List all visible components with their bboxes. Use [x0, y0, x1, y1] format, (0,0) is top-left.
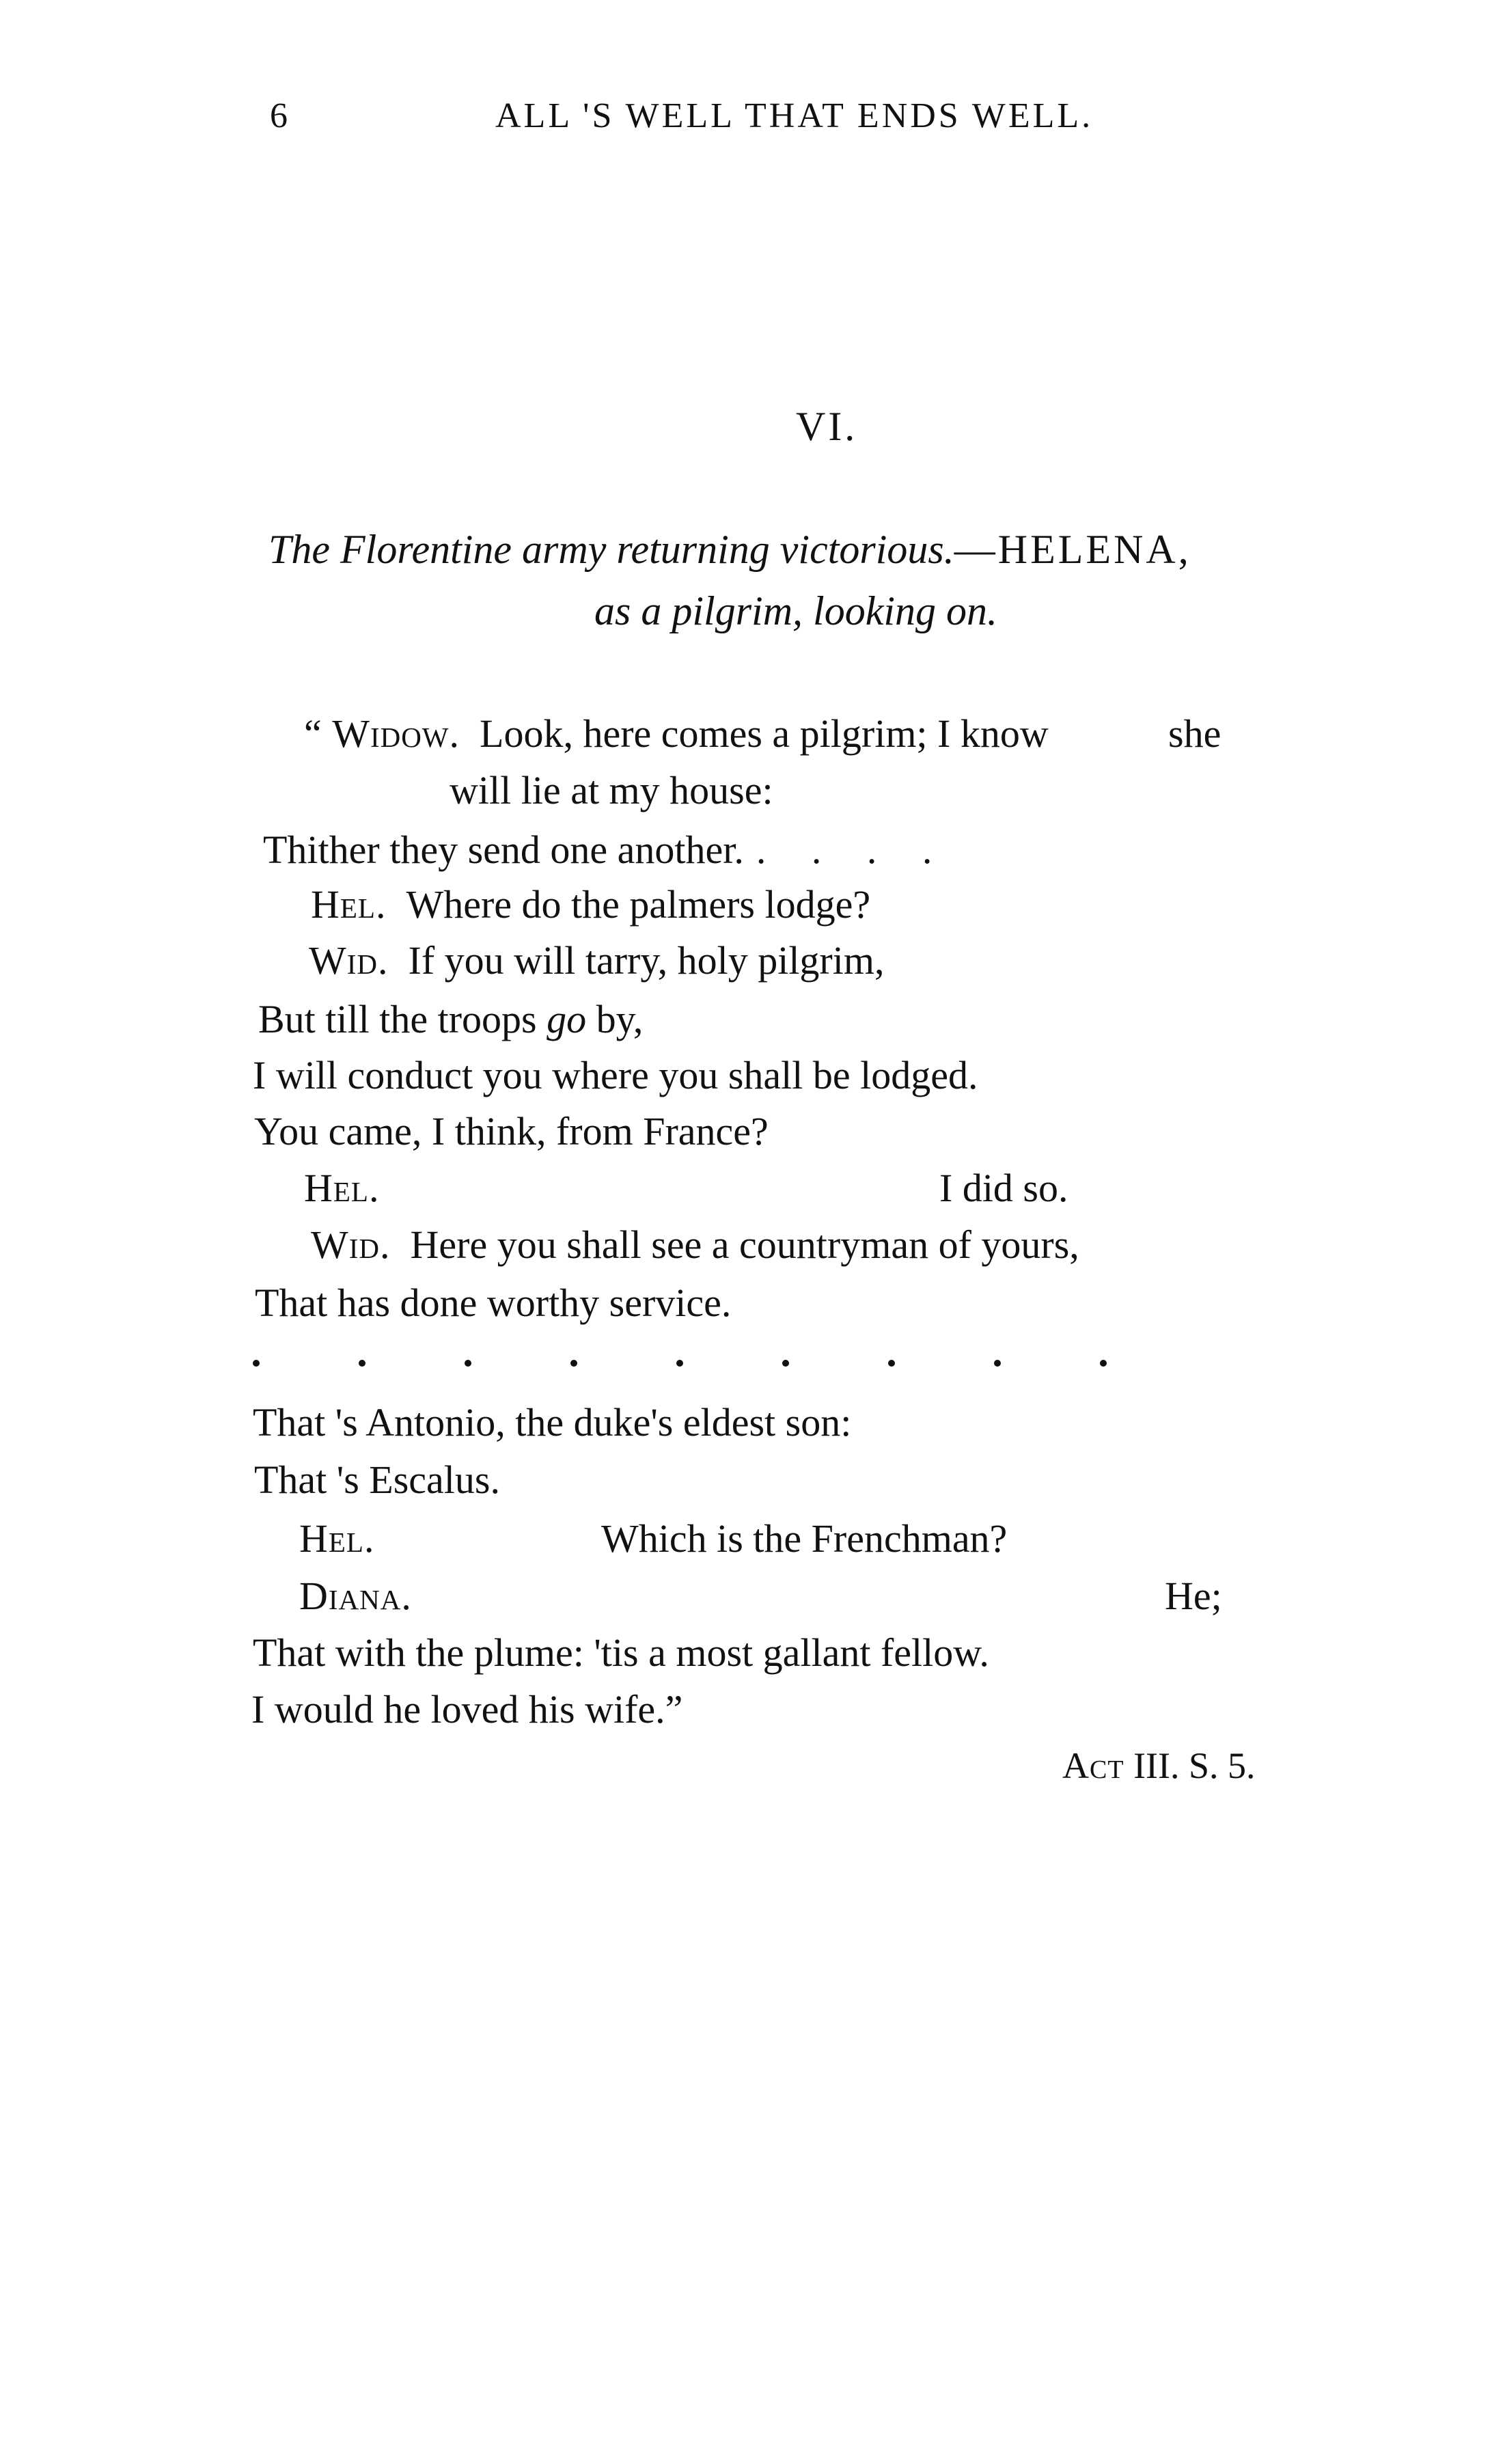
verse-line-11: That has done worthy service. — [255, 1281, 732, 1325]
speech-text: But till the troops — [258, 997, 547, 1041]
citation-act: Act — [1062, 1745, 1124, 1786]
omission-dot — [676, 1360, 683, 1367]
speaker-helena: Hel. — [299, 1516, 375, 1561]
omission-dot — [994, 1360, 1001, 1367]
verse-line-17: I would he loved his wife.” — [251, 1687, 683, 1731]
omission-row — [253, 1360, 1107, 1367]
speech-text: Here you shall see a countryman of yours, — [410, 1222, 1079, 1267]
omission-dot — [253, 1360, 260, 1367]
speech-text-end: she — [1168, 711, 1221, 756]
running-title: ALL 'S WELL THAT ENDS WELL. — [495, 96, 1094, 135]
caption-scene: The Florentine army returning victorious. — [268, 527, 954, 572]
speaker-widow: Wid. — [309, 938, 389, 983]
omission-dot — [359, 1360, 365, 1367]
act-scene-citation — [1062, 1744, 1256, 1787]
speaker-helena: Hel. — [311, 882, 387, 927]
emphasis-go: go — [547, 997, 587, 1041]
verse-line-7: I will conduct you where you shall be lodged. — [253, 1053, 978, 1097]
speech-text: If you will tarry, holy pilgrim, — [408, 938, 885, 983]
omission-dots: . . . . — [756, 827, 950, 872]
speaker-widow: Wid. — [311, 1222, 391, 1267]
verse-line-8: You came, I think, from France? — [254, 1109, 769, 1153]
verse-line-13: That 's Escalus. — [254, 1457, 500, 1502]
verse-line-14: Which is the Frenchman? — [601, 1516, 1008, 1561]
verse-line-6 — [258, 996, 643, 1042]
caption-line-2: as a pilgrim, looking on. — [594, 588, 998, 633]
section-number: VI. — [796, 404, 858, 449]
verse-line-12: That 's Antonio, the duke's eldest son: — [253, 1400, 852, 1445]
verse-line-9: I did so. — [939, 1166, 1068, 1210]
caption-character: —HELENA, — [954, 527, 1191, 572]
omission-dot — [465, 1360, 471, 1367]
verse-line-3 — [263, 827, 950, 873]
caption-line-1 — [268, 526, 1191, 573]
speaker-widow: “ Widow. — [304, 711, 460, 756]
omission-dot — [1100, 1360, 1107, 1367]
verse-line-10 — [311, 1222, 1079, 1268]
citation-reference: III. S. 5. — [1133, 1745, 1256, 1786]
verse-line-5 — [309, 937, 884, 983]
omission-dot — [570, 1360, 577, 1367]
omission-dot — [782, 1360, 789, 1367]
speech-text: by, — [586, 997, 644, 1041]
verse-line-15: He; — [1165, 1574, 1222, 1618]
verse-line-4 — [311, 881, 870, 927]
speaker-helena: Hel. — [304, 1166, 380, 1210]
verse-line-2: will lie at my house: — [450, 768, 773, 812]
speech-text: Thither they send one another. — [263, 827, 744, 872]
verse-line-1 — [304, 711, 1221, 756]
speaker-diana: Diana. — [299, 1574, 412, 1618]
omission-dot — [888, 1360, 895, 1367]
verse-line-16: That with the plume: 'tis a most gallant fellow. — [253, 1630, 989, 1675]
page-number: 6 — [270, 96, 290, 135]
speech-text: Look, here comes a pilgrim; I know — [480, 711, 1049, 756]
speech-text: Where do the palmers lodge? — [406, 882, 871, 927]
